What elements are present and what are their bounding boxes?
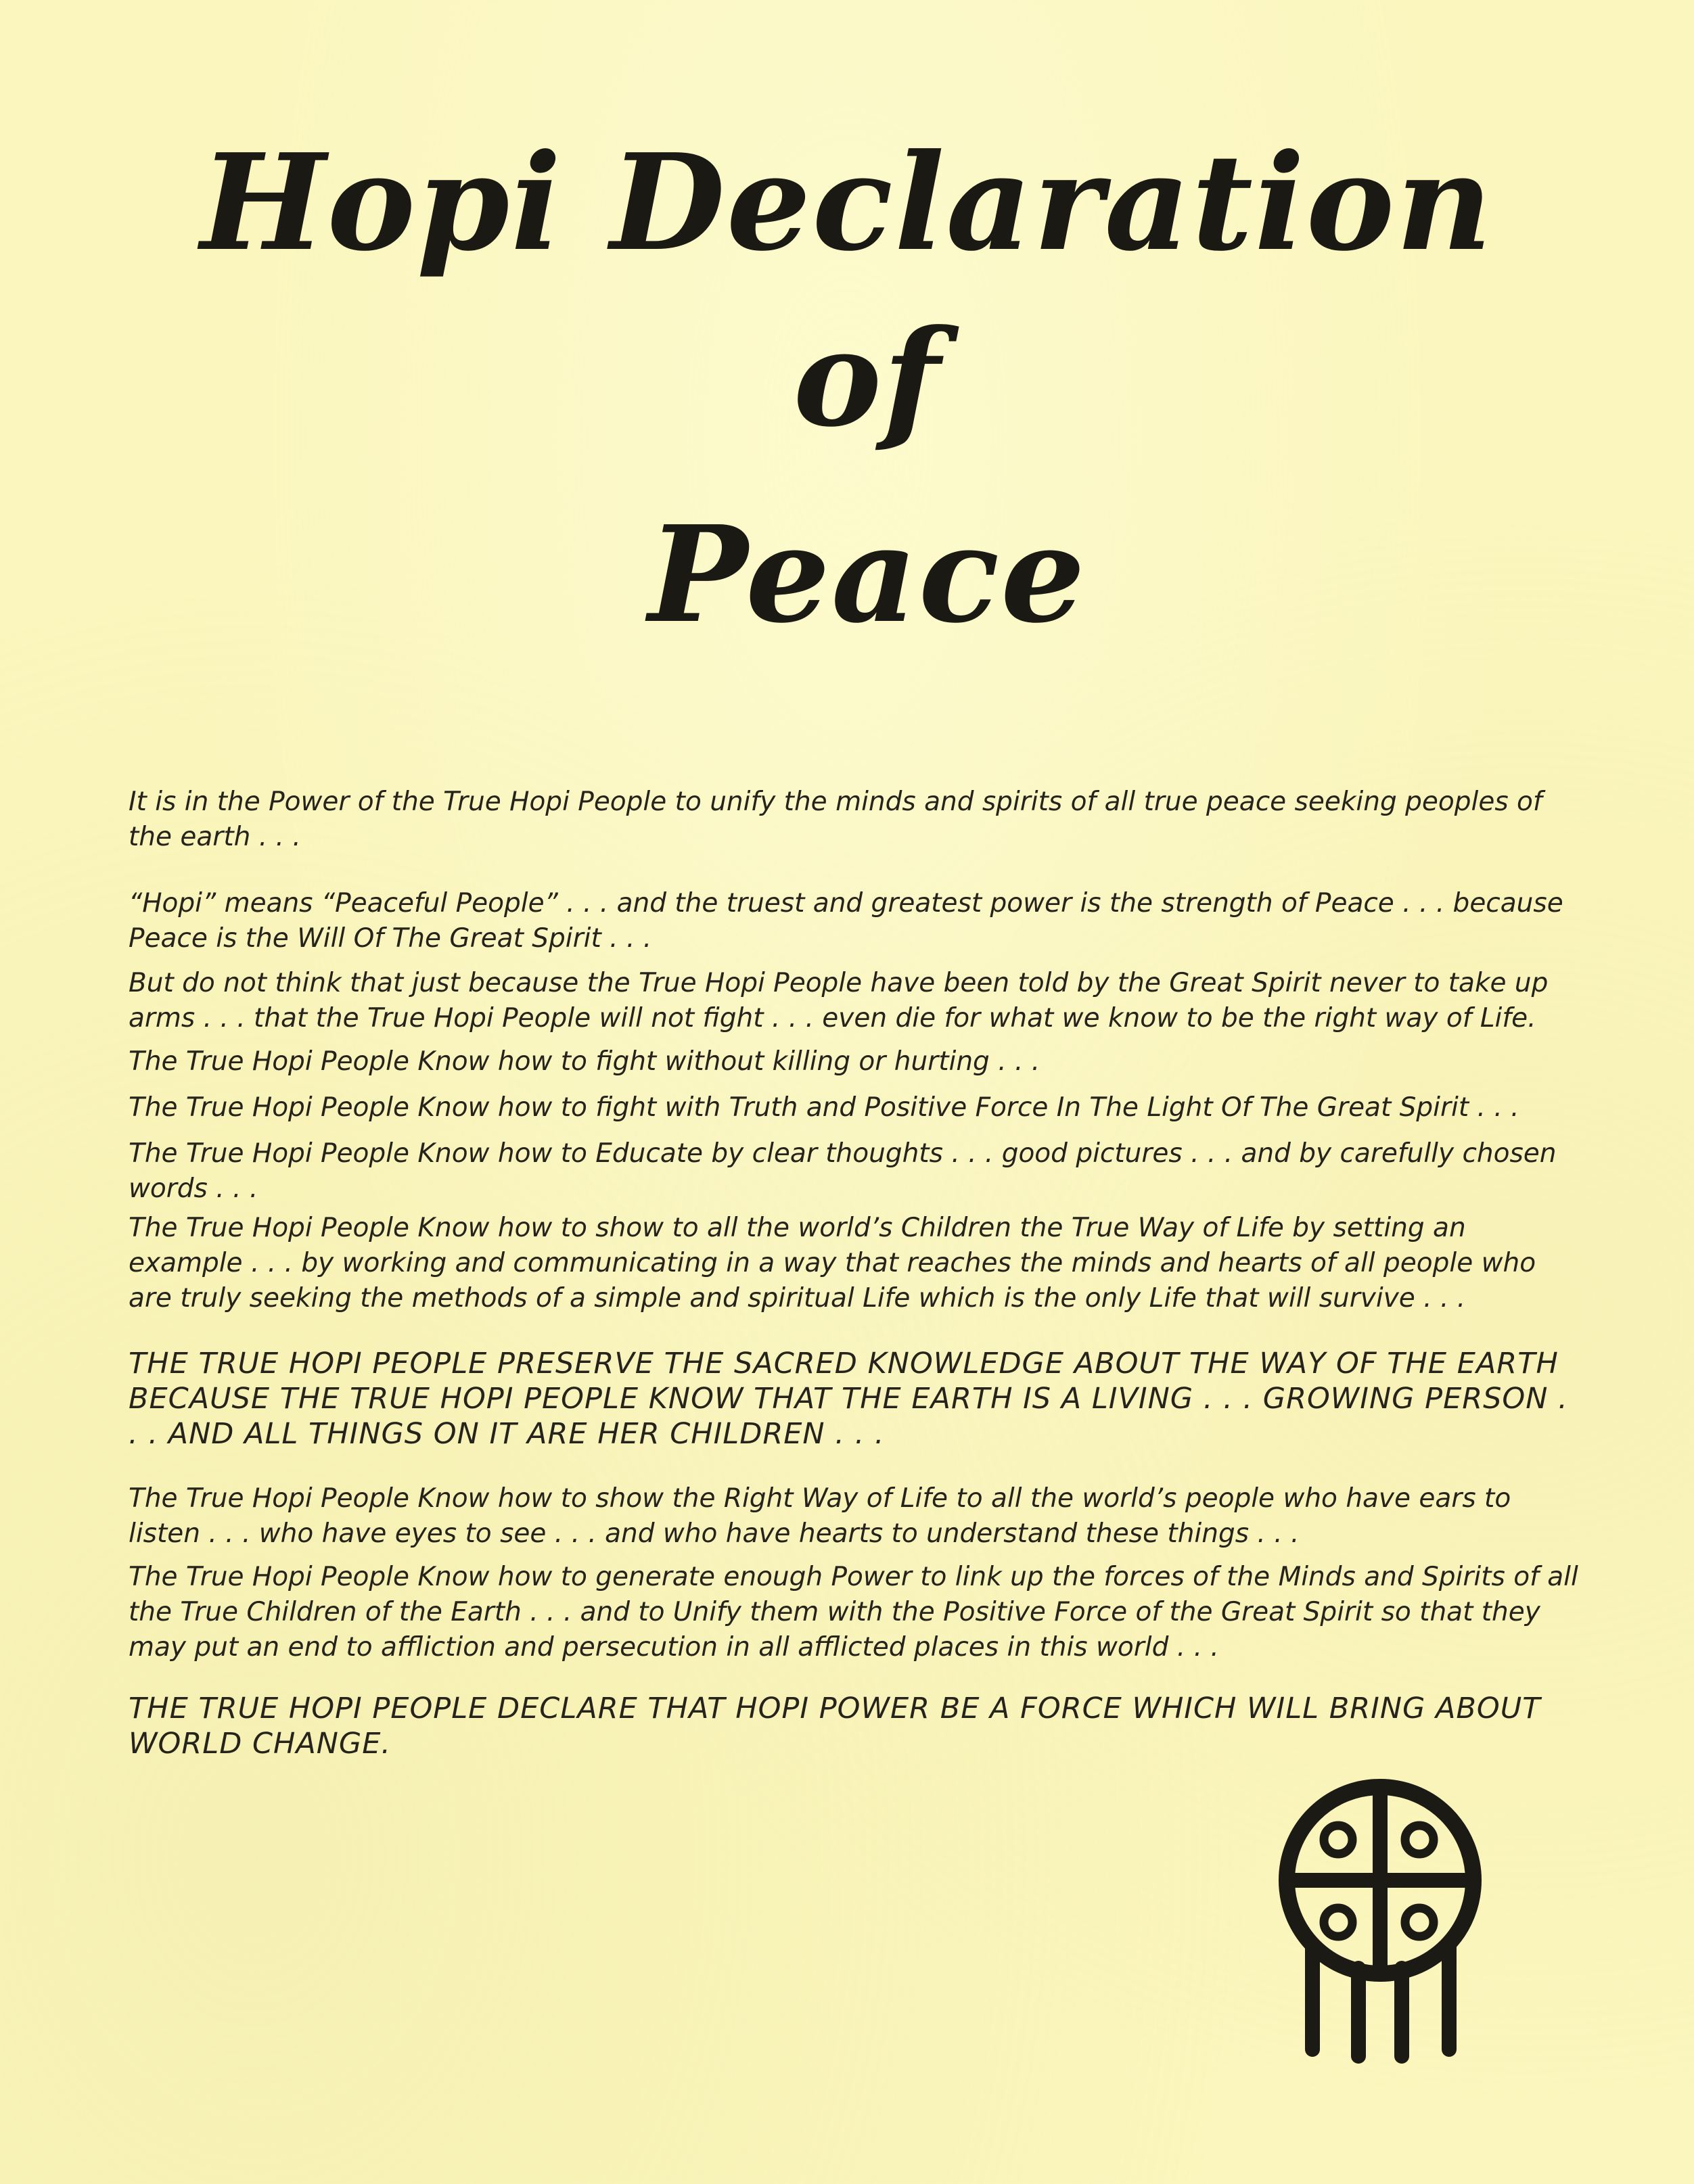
paragraph-power-to-unify: It is in the Power of the True Hopi People to unify the minds and spirits of all true peace seeking peoples of the earth . . . [129, 787, 1542, 852]
paragraph-generate-power: The True Hopi People Know how to generate enough Power to link up the forces of the Minds and Spirits of all the True Children of the Earth . . . and to Unify them with the Positive Force of the Great Spirit so that they may put an end to affliction and persecution in all afflicted places in this world . . . [129, 1562, 1578, 1663]
paragraph-right-way-of-life: The True Hopi People Know how to show the Right Way of Life to all the world’s people who have ears to listen . . . who have eyes to see . . . and who have hearts to understand these things . . . [129, 1483, 1511, 1549]
paragraph-declare-world-change: THE TRUE HOPI PEOPLE DECLARE THAT HOPI POWER BE A FORCE WHICH WILL BRING ABOUT WORLD CHANGE. [129, 1692, 1541, 1761]
paragraph-fight-with-truth: The True Hopi People Know how to fight with Truth and Positive Force In The Light Of The Great Spirit . . . [129, 1092, 1519, 1123]
title-of: of [793, 301, 942, 457]
paragraph-do-not-think: But do not think that just because the True Hopi People have been told by the Great Spirit never to take up arms . . . that the True Hopi People will not fight . . . even die for what we know to be the right way of Life. [129, 968, 1549, 1033]
paragraph-true-way-of-life: The True Hopi People Know how to show to all the world’s Children the True Way of Life by setting an example . . . by working and communicating in a way that reaches the minds and hearts of all people who are truly seeking the methods of a simple and spiritual Life which is the only Life that will survive . . . [129, 1213, 1536, 1314]
title-hopi-declaration: Hopi Declaration [200, 125, 1494, 281]
paragraph-fight-without-killing: The True Hopi People Know how to fight without killing or hurting . . . [129, 1046, 1040, 1077]
paragraph-sacred-knowledge: THE TRUE HOPI PEOPLE PRESERVE THE SACRED KNOWLEDGE ABOUT THE WAY OF THE EARTH BECAUSE THE TRUE HOPI PEOPLE KNOW THAT THE EARTH IS A LIVING . . . GROWING PERSON . . . AND ALL THINGS ON IT ARE HER CHILDREN . . . [129, 1347, 1568, 1451]
title-peace: Peace [648, 497, 1086, 653]
paragraph-educate: The True Hopi People Know how to Educate by clear thoughts . . . good pictures . . . and by carefully chosen words . . . [129, 1138, 1557, 1204]
hopi-shield-symbol-icon [1272, 1772, 1488, 2070]
paragraph-hopi-means-peaceful: “Hopi” means “Peaceful People” . . . and the truest and greatest power is the strength of Peace . . . because Peace is the Will Of The Great Spirit . . . [129, 888, 1563, 954]
